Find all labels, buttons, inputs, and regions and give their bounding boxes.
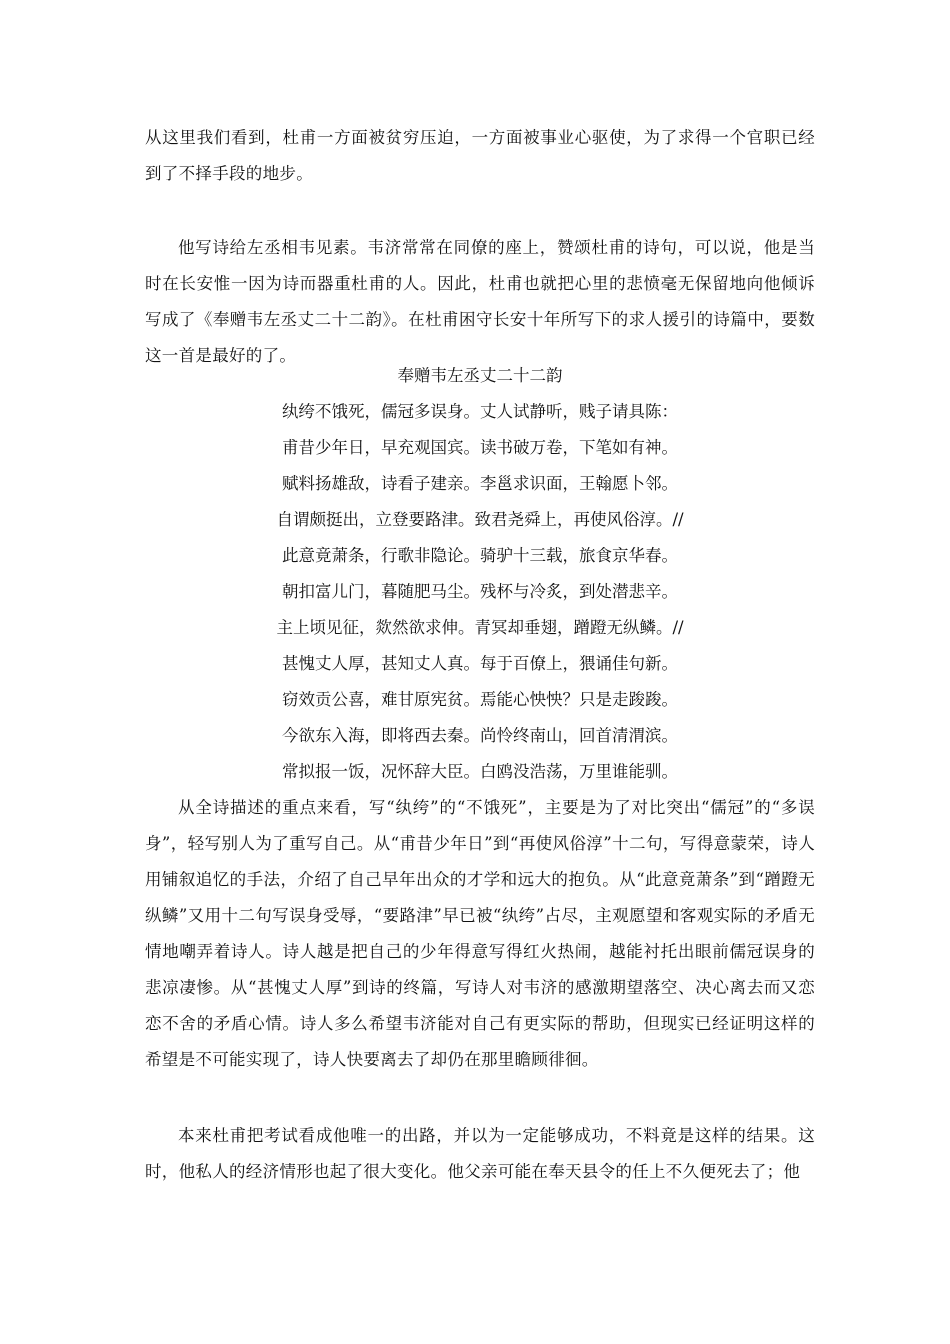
poem-title: 奉赠韦左丞丈二十二韵 (397, 366, 563, 385)
paragraph-text: 从这里我们看到，杜甫一方面被贫穷压迫，一方面被事业心驱使，为了求得一个官职已经到了不择手段的地步。 (145, 128, 815, 183)
paragraph-4 (145, 1118, 815, 1190)
poem-line: 今欲东入海，即将西去秦。尚怜终南山，回首清渭滨。 (282, 726, 678, 745)
paragraph-text: 他写诗给左丞相韦见素。韦济常常在同僚的座上，赞颂杜甫的诗句，可以说，他是当时在长安惟一因为诗而器重杜甫的人。因此，杜甫也就把心里的悲愤毫无保留地向他倾诉写成了《奉赠韦左丞丈二十二韵》。在杜甫困守长安十年所写下的求人援引的诗篇中，要数这一首是最好的了。 (145, 238, 815, 365)
poem-line: 朝扣富儿门，暮随肥马尘。残杯与冷炙，到处潜悲辛。 (282, 582, 678, 601)
poem-line: 甚愧丈人厚，甚知丈人真。每于百僚上，猥诵佳句新。 (282, 654, 678, 673)
poem-line: 主上顷见征，欻然欲求伸。青冥却垂翅，蹭蹬无纵鳞。// (276, 618, 684, 637)
poem-line: 赋料扬雄敌，诗看子建亲。李邕求识面，王翰愿卜邻。 (282, 474, 678, 493)
poem-line: 自谓颇挺出，立登要路津。致君尧舜上，再使风俗淳。// (276, 510, 684, 529)
paragraph-text: 本来杜甫把考试看成他唯一的出路，并以为一定能够成功，不料竟是这样的结果。这时，他私人的经济情形也起了很大变化。他父亲可能在奉天县令的任上不久便死去了；他 (145, 1126, 815, 1181)
poem-block (145, 358, 815, 790)
paragraph-text: 从全诗描述的重点来看，写“纨绔”的“不饿死”，主要是为了对比突出“儒冠”的“多误身”，轻写别人为了重写自己。从“甫昔少年日”到“再使风俗淳”十二句，写得意蒙荣，诗人用铺叙追忆的手法，介绍了自己早年出众的才学和远大的抱负。从“此意竟萧条”到“蹭蹬无纵鳞”又用十二句写误身受辱，“要路津”早已被“纨绔”占尽，主观愿望和客观实际的矛盾无情地嘲弄着诗人。诗人越是把自己的少年得意写得红火热闹，越能衬托出眼前儒冠误身的悲凉凄惨。从“甚愧丈人厚”到诗的终篇，写诗人对韦济的感激期望落空、决心离去而又恋恋不舍的矛盾心情。诗人多么希望韦济能对自己有更实际的帮助，但现实已经证明这样的希望是不可能实现了，诗人快要离去了却仍在那里瞻顾徘徊。 (145, 798, 815, 1069)
poem-line: 纨绔不饿死，儒冠多误身。丈人试静听，贱子请具陈： (282, 402, 678, 421)
poem-line: 此意竟萧条，行歌非隐论。骑驴十三载，旅食京华春。 (282, 546, 678, 565)
poem-line: 甫昔少年日，早充观国宾。读书破万卷，下笔如有神。 (282, 438, 678, 457)
paragraph-2 (145, 230, 815, 374)
paragraph-1 (145, 120, 815, 192)
poem-line: 常拟报一饭，况怀辞大臣。白鸥没浩荡，万里谁能驯。 (282, 762, 678, 781)
paragraph-3 (145, 790, 815, 1078)
poem-line: 窃效贡公喜，难甘原宪贫。焉能心怏怏？只是走踆踆。 (282, 690, 678, 709)
